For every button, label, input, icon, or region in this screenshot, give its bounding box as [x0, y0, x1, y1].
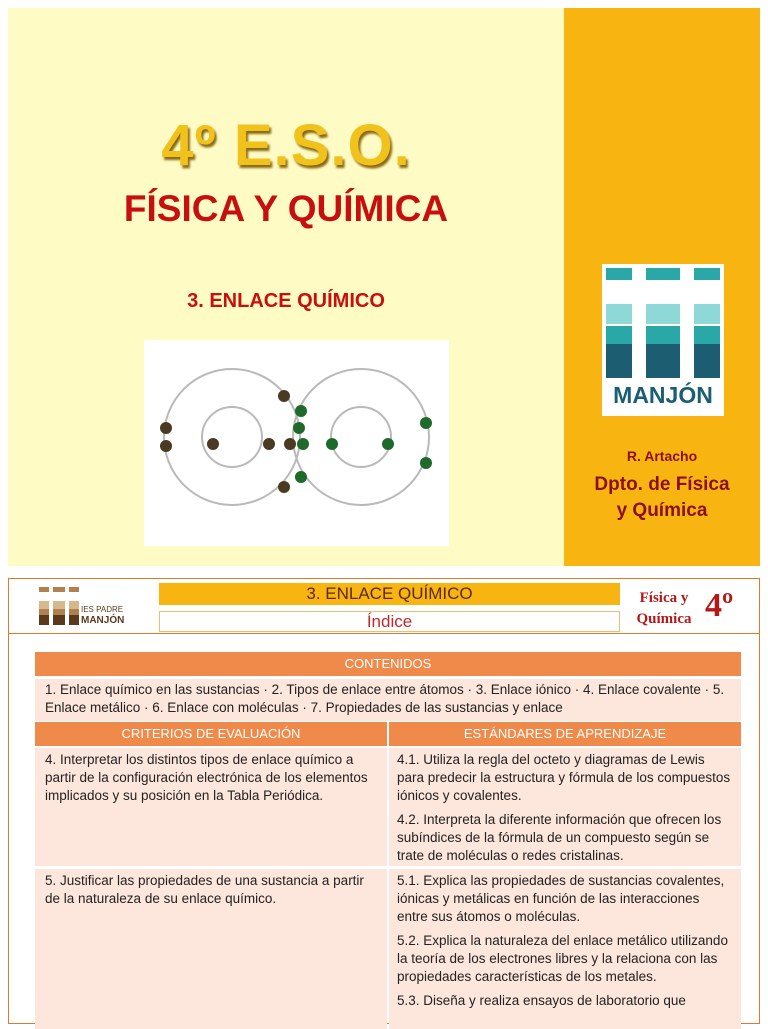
standards-cell: [389, 748, 741, 866]
contents-heading: CONTENIDOS: [35, 652, 741, 676]
standard-item-text: 4.1. Utiliza la regla del octeto y diagramas de Lewis para predecir la estructura y fórmula de los compuestos iónicos y covalentes.: [397, 752, 731, 803]
cover-side-panel: [564, 8, 760, 566]
standard-item-text: 5.2. Explica la naturaleza del enlace metálico utilizando la teoría de los electrones libres y la relaciona con las propiedades características de los metales.: [397, 933, 728, 984]
unit-title: 3. ENLACE QUÍMICO: [187, 290, 385, 312]
school-logo-line-2: MANJÓN: [81, 615, 125, 626]
subject-badge-label: Física y Química: [636, 590, 692, 627]
school-logo-icon: [39, 587, 79, 627]
standards-heading: ESTÁNDARES DE APRENDIZAJE: [389, 722, 741, 746]
course-title: 4º E.S.O.: [161, 113, 411, 178]
standards-cell: [389, 869, 741, 1029]
standard-item-text: 5.3. Diseña y realiza ensayos de laboratorio que: [397, 993, 686, 1008]
manjon-logo-mark: [602, 264, 724, 382]
manjon-logo: [602, 264, 724, 416]
criteria-heading: CRITERIOS DE EVALUACIÓN: [35, 722, 387, 746]
standard-item-text: 4.2. Interpreta la diferente información que ofrecen los subíndices de la fórmula de un compuesto según se trate de moléculas o redes cristalinas.: [397, 812, 722, 863]
index-header-title: 3. ENLACE QUÍMICO: [159, 583, 620, 605]
index-header-subtitle: Índice: [159, 611, 620, 632]
course-badge-label: 4º: [705, 587, 734, 624]
bond-diagram-image: [144, 340, 449, 546]
author-name: R. Artacho: [626, 448, 698, 464]
index-page: [8, 578, 760, 1024]
contents-text: 1. Enlace químico en las sustancias · 2. Tipos de enlace entre átomos · 3. Enlace iónico · 4. Enlace covalente · 5. Enlace metálico · 6. Enlace con moléculas · 7. Propiedades de las sustancias y enlace: [35, 679, 741, 721]
criteria-item: [35, 869, 387, 1029]
subject-title: FÍSICA Y QUÍMICA: [123, 188, 449, 229]
department-line-2: y Química: [616, 500, 708, 521]
cover-slide: [8, 8, 760, 566]
criteria-item-text: 5. Justificar las propiedades de una sustancia a partir de la naturaleza de su enlace químico.: [45, 873, 364, 906]
subject-badge: [623, 583, 757, 631]
standard-item-text: 5.1. Explica las propiedades de sustancias covalentes, iónicas y metálicas en función de las interacciones entre sus átomos o moléculas.: [397, 873, 725, 924]
school-logo-line-1: IES PADRE: [81, 605, 124, 614]
cover-main-panel: [8, 8, 564, 566]
school-logo: [9, 579, 159, 633]
criteria-item-text: 4. Interpretar los distintos tipos de enlace químico a partir de la configuración electrónica de los elementos implicados y su posición en la Tabla Periódica.: [45, 752, 368, 803]
logo-brand-text: MANJÓN: [613, 382, 713, 408]
department-line-1: Dpto. de Física: [594, 474, 730, 495]
criteria-item: [35, 748, 387, 866]
header-divider: [9, 633, 759, 634]
